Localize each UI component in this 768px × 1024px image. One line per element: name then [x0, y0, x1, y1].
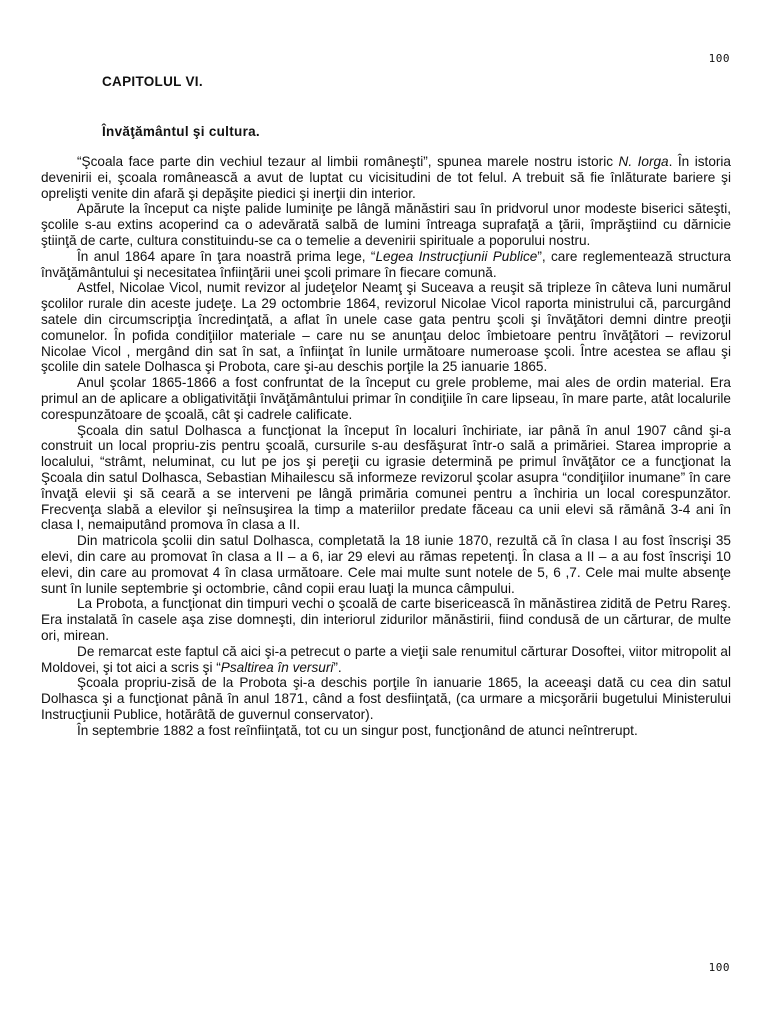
page-number-bottom: 100	[708, 961, 730, 974]
paragraph-1-text-b: . În istoria devenirii ei, şcoala românească a avut de luptat cu vicisitudini de tot felul. A trebuit să fie înlăturate bariere şi oprelişti venite din afară şi depăşite piedici şi inerţii din interior.	[41, 154, 731, 201]
paragraph-9-text-b: ”.	[333, 659, 342, 675]
paragraph-11: În septembrie 1882 a fost reînfiinţată, tot cu un singur post, funcţionând de atunci neîntrerupt.	[77, 722, 638, 738]
paragraph-1-text-a: “Şcoala face parte din vechiul tezaur al limbii româneşti”, spunea marele nostru istoric	[77, 154, 619, 169]
psaltire-title: Psaltirea în versuri	[220, 659, 334, 675]
paragraph-10: Şcoala propriu-zisă de la Probota şi-a deschis porţile în ianuarie 1865, la aceeaşi dată cu cea din satul Dolhasca şi a funcţionat până în anul 1871, când a fost desfiinţată, (ca urmare a micşorării bugetului Ministerului Instrucţiunii Publice, hotărâtă de guvernul conservator).	[41, 675, 731, 722]
paragraph-9	[41, 644, 731, 676]
paragraph-3	[41, 249, 731, 281]
section-title: Învăţământul şi cultura.	[102, 124, 260, 139]
page-number-top: 100	[708, 52, 730, 65]
chapter-title: CAPITOLUL VI.	[102, 74, 203, 89]
paragraph-3-text-a: În anul 1864 apare în ţara noastră prima lege, “	[77, 248, 376, 264]
paragraph-8: La Probota, a funcţionat din timpuri vechi o şcoală de carte bisericească în mănăstirea zidită de Petru Rareş. Era instalată în casele aşa zise domneşti, din interiorul zidurilor mănăstirii, fiind condusă de un cărturar, de multe ori, mirean.	[41, 596, 731, 643]
law-title: Legea Instrucţiunii Publice	[375, 248, 538, 264]
paragraph-2: Apărute la început ca nişte palide luminiţe pe lângă mănăstiri sau în pridvorul unor modeste biserici săteşti, şcolile s-au extins acoperind ca o adevărată salbă de lumini întreaga suprafaţă a ţării, împrăştiind cu dărnicie ştiinţă de carte, cultura constituindu-se ca o temelie a devenirii spirituale a poporului nostru.	[41, 201, 731, 248]
paragraph-5: Anul şcolar 1865-1866 a fost confruntat de la început cu grele probleme, mai ales de ordin material. Era primul an de aplicare a obligativităţii învăţământului primar în condiţiile în care lipseau, în mare parte, atât localurile corespunzătoare de şcoală, cât şi cadrele calificate.	[41, 375, 731, 422]
paragraph-6: Şcoala din satul Dolhasca a funcţionat la început în localuri închiriate, iar până în anul 1907 când şi-a construit un local propriu-zis pentru şcoală, cursurile s-au desfăşurat într-o sală a primăriei. Starea improprie a localului, “strâmt, neluminat, cu lut pe jos şi pereţii cu igrasie determină pe primul învăţător ce a funcţionat la Şcoala din satul Dolhasca, Sebastian Mihailescu să informeze revizorul şcolar asupra “condiţiilor inumane” în care învaţă elevii şi să ceară a se interveni pe lângă primăria comunei pentru a închiria un local corespunzător. Frecvenţa slabă a elevilor şi neînsuşirea la timp a materiilor predate făceau ca unii elevi să rămână 3-4 ani în clasa I, nemaiputând promova în clasa a II.	[41, 422, 731, 533]
paragraph-9-text-a: De remarcat este faptul că aici şi-a petrecut o parte a vieţii sale renumitul cărturar Dosoftei, viitor mitropolit al Moldovei, şi tot aici a scris şi “	[41, 643, 731, 675]
paragraph-1	[41, 154, 731, 201]
paragraph-7: Din matricola şcolii din satul Dolhasca, completată la 18 iunie 1870, rezultă că în clasa I au fost înscrişi 35 elevi, din care au promovat în clasa a II – a 6, iar 29 elevi au rămas repetenţi. În clasa a II – a au fost înscrişi 10 elevi, din care au promovat 4 în clasa următoare. Cele mai multe sunt notele de 5, 6 ,7. Cele mai multe absenţe sunt în lunile septembrie şi octombrie, când copii erau luaţi la munca câmpului.	[41, 533, 731, 596]
body-text	[41, 154, 731, 738]
paragraph-4: Astfel, Nicolae Vicol, numit revizor al judeţelor Neamţ şi Suceava a reuşit să tripleze în câteva luni numărul şcolilor rurale din aceste judeţe. La 29 octombrie 1864, revizorul Nicolae Vicol raporta ministrului că, parcurgând satele din circumscripţia încredinţată, a aflat în unele case gata pentru şcoli şi învăţători demni dintre preoţii comunelor. În pofida condiţiilor materiale – care nu se anunţau deloc îmbietoare pentru învăţători – revizorul Nicolae Vicol , mergând din sat în sat, a înfiinţat în lunile următoare numeroase şcoli. Între acestea se aflau şi şcolile din satele Dolhasca şi Probota, care şi-au deschis porţile la 25 ianuarie 1865.	[41, 280, 731, 375]
iorga-name: N. Iorga	[618, 154, 669, 169]
paragraph-3-text-b: ”, care reglementează structura învăţământului şi necesitatea înfiinţării unei şcoli primare în fiecare comună.	[41, 248, 731, 280]
